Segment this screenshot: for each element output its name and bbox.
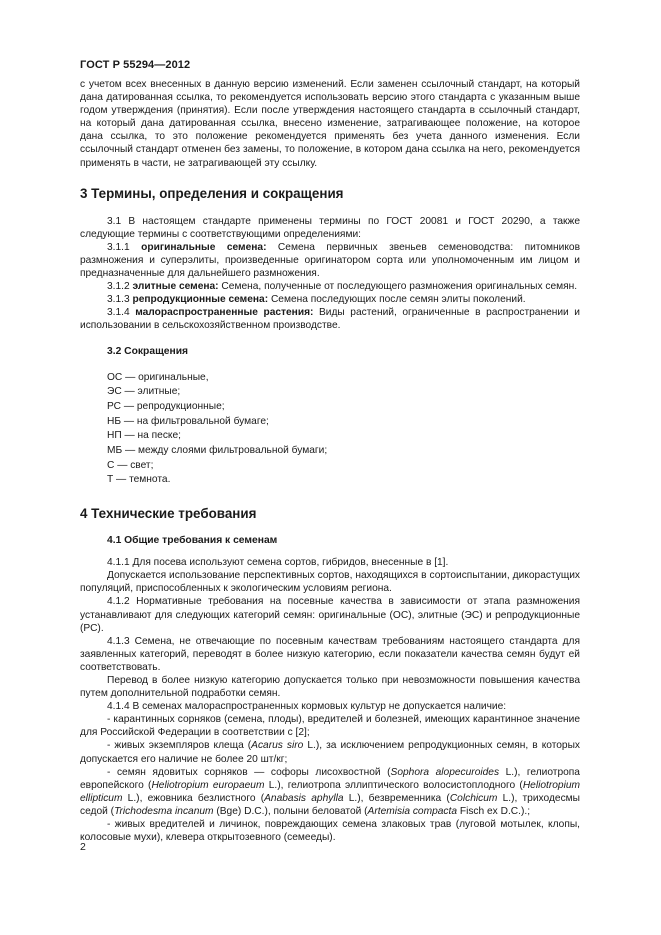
term-definition: Виды растений, ограниченные в распространении и использовании в сельскохозяйственном производстве. [80,307,580,332]
list-item: РС — репродукционные; [107,400,225,412]
page-content [80,78,580,844]
term-name: оригинальные семена: [141,241,267,253]
term-name: элитные семена: [132,281,219,293]
document-header: ГОСТ Р 55294—2012 [80,59,191,71]
term-3-1-3: 3.1.3 репродукционные семена: Семена последующих после семян элиты поколений. [107,294,526,306]
bullet-poisonous-weeds: - семян ядовитых сорняков — софоры лисохвостной (Sophora alopecuroides L.), гелиотропа европейского (Heliotropium europaeum L.), гелиотропа эллиптического волосистоплодного (Heliotropium ellipticum L.), ежовника безлистного (Anabasis aphylla L.), безвременника (Colchicum L.), триходесмы седой (Trichodesma incanum (Bge) D.C.), полыни беловатой (Artemisia compacta Fisch ex D.C.).; [80,766,580,817]
subsection-4-1-title: 4.1 Общие требования к семенам [107,535,278,547]
paragraph-4-1-4: 4.1.4 В семенах малораспространенных кормовых культур не допускается наличие: [107,701,507,713]
term-3-1-2: 3.1.2 элитные семена: Семена, полученные от последующего размножения оригинальных семян. [107,281,578,293]
term-3-1-1: 3.1.1 оригинальные семена: Семена первичных звеньев семеноводства: питомников размножения и суперэлиты, произведенные оригинатором сорта или уполномоченным им лицом и предназначенные для дальнейшего размножения. [80,241,580,280]
paragraph-3-1: 3.1 В настоящем стандарте применены термины по ГОСТ 20081 и ГОСТ 20290, а также следующие термины с соответствующими определениями: [80,215,580,240]
paragraph-4-1-1: 4.1.1 Для посева используют семена сортов, гибридов, внесенные в [1]. [107,557,449,569]
term-3-1-4: 3.1.4 малораспространенные растения: Виды растений, ограниченные в распространении и использовании в сельскохозяйственном производстве. [80,307,580,332]
paragraph-4-1-1-b: Допускается использование перспективных сортов, находящихся в сортоиспытании, дикорастущих популяций, приспособленных к экологическим условиям региона. [80,570,580,595]
term-name: репродукционные семена: [132,294,269,306]
subsection-3-2-title: 3.2 Сокращения [107,345,189,357]
list-item: НБ — на фильтровальной бумаге; [107,415,269,427]
intro-paragraph: с учетом всех внесенных в данную версию изменений. Если заменен ссылочный стандарт, на который дана датированная ссылка, то рекомендуется использовать версию этого стандарта с указанным выше годом утверждения (принятия). Если после утверждения настоящего стандарта в ссылочный стандарт, на который дана датированная ссылка, внесено изменение, затрагивающее положение, на которое дана ссылка, то это положение рекомендуется применять без учета данного изменения. Если ссылочный стандарт отменен без замены, то положение, в котором дана ссылка на него, рекомендуется применять в части, не затрагивающей эту ссылку. [80,79,580,169]
list-item: ЭС — элитные; [107,386,181,398]
list-item: Т — темнота. [107,474,171,486]
bullet-quarantine: - карантинных сорняков (семена, плоды), вредителей и болезней, имеющих карантинное значение для Российской Федерации в соответствии с [2]; [80,714,580,739]
paragraph-4-1-3: 4.1.3 Семена, не отвечающие по посевным качествам требованиям настоящего стандарта для заявленных категорий, переводят в более низкую категорию, если показатели качества семян будут ей соответствовать. [80,635,580,673]
term-definition: Семена последующих после семян элиты поколений. [270,294,526,306]
section-4-title: 4 Технические требования [80,506,257,522]
page-number: 2 [80,841,86,853]
paragraph-4-1-3-b: Перевод в более низкую категорию допускается только при невозможности повышения качества путем дополнительной подработки семян. [80,674,580,700]
list-item: ОС — оригинальные, [107,371,209,383]
term-definition: Семена, полученные от последующего размножения оригинальных семян. [221,281,578,293]
abbreviations-list [80,371,580,489]
bullet-pests: - живых вредителей и личинок, повреждающих семена злаковых трав (луговой мотылек, клопы, колосовые мухи), клевера открытозевного (семееды). [80,819,580,844]
term-name: малораспространенные растения: [135,307,314,319]
list-item: НП — на песке; [107,430,181,442]
list-item: МБ — между слоями фильтровальной бумаги; [107,445,328,457]
term-definition: Семена первичных звеньев семеноводства: питомников размножения и суперэлиты, произведенные оригинатором сорта или уполномоченным им лицом и предназначенные для дальнейшего размножения. [80,241,580,280]
list-item: С — свет; [107,459,154,471]
section-3-title: 3 Термины, определения и сокращения [80,185,344,201]
bullet-mite: - живых экземпляров клеща (Acarus siro L.), за исключением репродукционных семян, в которых допускается его наличие не более 20 шт/кг; [80,740,581,765]
paragraph-4-1-2: 4.1.2 Нормативные требования на посевные качества в зависимости от этапа размножения устанавливают для следующих категорий семян: оригинальные (ОС), элитные (ЭС) и репродукционные (РС). [80,596,580,634]
